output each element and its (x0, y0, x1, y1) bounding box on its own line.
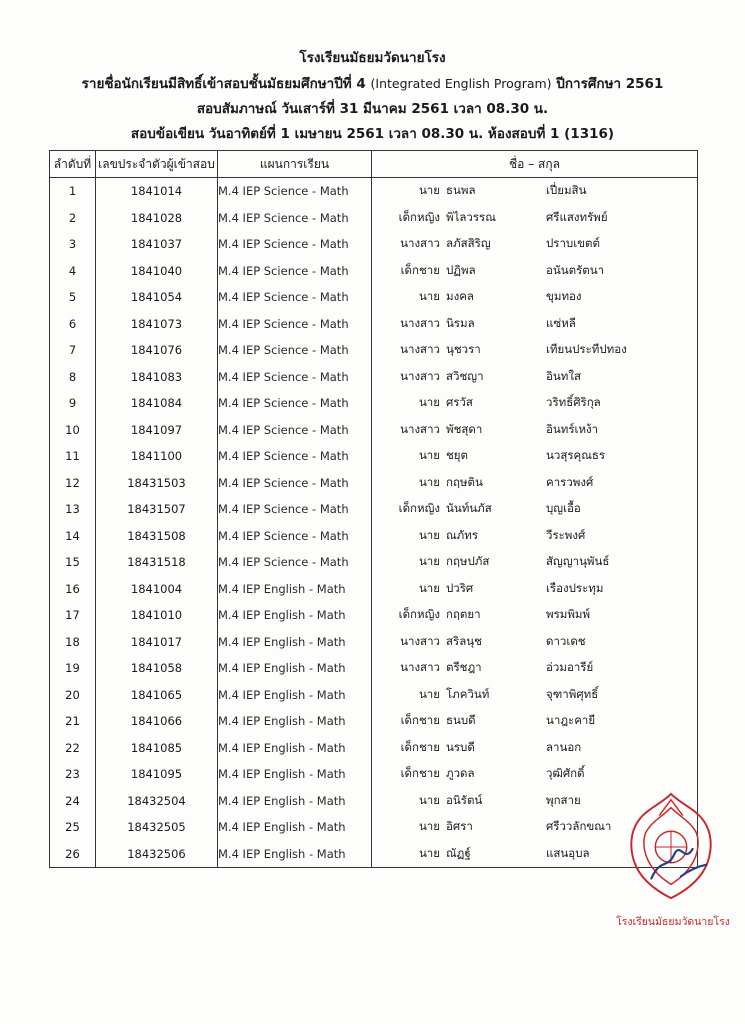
first-name: มงคล (446, 289, 474, 304)
column-header-name: ชื่อ – สกุล (372, 151, 698, 178)
first-name: ภูวดล (446, 766, 475, 781)
study-plan: M.4 IEP English - Math (218, 761, 372, 788)
study-plan: M.4 IEP English - Math (218, 576, 372, 603)
table-row (50, 337, 698, 364)
last-name: แสนอุบล (546, 845, 590, 860)
last-name: อนันตรัตนา (546, 262, 605, 277)
name-title: เด็กหญิง (398, 607, 440, 622)
table-row (50, 231, 698, 258)
study-plan: M.4 IEP Science - Math (218, 178, 372, 205)
last-name: อินทใส (546, 368, 581, 383)
name-title: นาย (418, 792, 440, 807)
table-row (50, 761, 698, 788)
study-plan: M.4 IEP English - Math (218, 602, 372, 629)
first-name: ณัฏฐ์ (446, 845, 471, 860)
candidate-id: 1841084 (96, 390, 218, 417)
seal-caption: โรงเรียนมัธยมวัดนายโรง (616, 916, 730, 928)
roster-title (0, 71, 745, 97)
study-plan: M.4 IEP English - Math (218, 735, 372, 762)
table-row (50, 311, 698, 338)
table-row (50, 549, 698, 576)
candidate-name (372, 205, 698, 232)
name-title: นาย (418, 527, 440, 542)
first-name: อนิรัตน์ (446, 792, 483, 807)
name-title: นาย (418, 580, 440, 595)
name-title: นาย (418, 395, 440, 410)
study-plan: M.4 IEP Science - Math (218, 470, 372, 497)
last-name: ปราบเขตต์ (546, 236, 600, 251)
candidate-id: 18431503 (96, 470, 218, 497)
study-plan: M.4 IEP English - Math (218, 708, 372, 735)
candidate-id: 1841100 (96, 443, 218, 470)
candidate-name (372, 602, 698, 629)
study-plan: M.4 IEP Science - Math (218, 549, 372, 576)
candidate-id: 18431507 (96, 496, 218, 523)
table-row (50, 417, 698, 444)
candidate-table (49, 150, 698, 868)
row-number: 26 (50, 841, 96, 868)
study-plan: M.4 IEP English - Math (218, 655, 372, 682)
table-row (50, 205, 698, 232)
study-plan: M.4 IEP English - Math (218, 682, 372, 709)
name-title: นางสาว (400, 236, 440, 251)
row-number: 4 (50, 258, 96, 285)
written-exam-schedule: สอบข้อเขียน วันอาทิตย์ที่ 1 เมษายน 2561 เวลา 08.30 น. ห้องสอบที่ 1 (1316) (130, 126, 615, 142)
table-row (50, 470, 698, 497)
last-name: อ่วมอารีย์ (546, 660, 594, 675)
first-name: นรบดี (446, 739, 475, 754)
table-header-row (50, 151, 698, 178)
study-plan: M.4 IEP Science - Math (218, 258, 372, 285)
first-name: ตรีชฎา (446, 660, 482, 675)
first-name: ศรวัส (446, 395, 473, 410)
row-number: 20 (50, 682, 96, 709)
candidate-name (372, 735, 698, 762)
candidate-name (372, 258, 698, 285)
row-number: 7 (50, 337, 96, 364)
name-title: นาย (418, 289, 440, 304)
interview-schedule: สอบสัมภาษณ์ วันเสาร์ที่ 31 มีนาคม 2561 เวลา 08.30 น. (196, 101, 549, 117)
name-title: นาย (418, 554, 440, 569)
row-number: 3 (50, 231, 96, 258)
candidate-id: 1841095 (96, 761, 218, 788)
first-name: โภควินท์ (446, 686, 490, 701)
table-row (50, 390, 698, 417)
study-plan: M.4 IEP Science - Math (218, 523, 372, 550)
name-title: นางสาว (400, 342, 440, 357)
candidate-name (372, 443, 698, 470)
study-plan: M.4 IEP Science - Math (218, 205, 372, 232)
candidate-name (372, 682, 698, 709)
last-name: สัญญานุพันธ์ (546, 554, 610, 569)
name-title: นาย (418, 183, 440, 198)
name-title: นางสาว (400, 660, 440, 675)
study-plan: M.4 IEP Science - Math (218, 284, 372, 311)
candidate-id: 1841076 (96, 337, 218, 364)
row-number: 24 (50, 788, 96, 815)
column-header-plan: แผนการเรียน (218, 151, 372, 178)
candidate-name (372, 311, 698, 338)
last-name: คารวพงศ์ (546, 474, 594, 489)
last-name: อินทร์เหง้า (546, 421, 599, 436)
roster-title-year: ปีการศึกษา 2561 (556, 76, 664, 92)
row-number: 25 (50, 814, 96, 841)
first-name: ธนบดี (446, 713, 476, 728)
last-name: วริทธิ์ศิริกุล (546, 395, 601, 410)
candidate-name (372, 284, 698, 311)
document-header (0, 46, 745, 147)
last-name: นวสุรคุณธร (546, 448, 606, 463)
candidate-id: 1841073 (96, 311, 218, 338)
last-name: ศรีแสงทรัพย์ (546, 209, 608, 224)
last-name: บุญเอื้อ (546, 501, 581, 516)
name-title: เด็กหญิง (398, 501, 440, 516)
table-row (50, 602, 698, 629)
row-number: 11 (50, 443, 96, 470)
candidate-name (372, 337, 698, 364)
column-header-no: ลำดับที่ (50, 151, 96, 178)
school-name: โรงเรียนมัธยมวัดนายโรง (299, 50, 446, 66)
last-name: ขุมทอง (546, 289, 582, 304)
last-name: ศรีววลักขณา (546, 819, 612, 834)
table-row (50, 178, 698, 205)
table-row (50, 284, 698, 311)
candidate-id: 1841065 (96, 682, 218, 709)
row-number: 5 (50, 284, 96, 311)
table-row (50, 735, 698, 762)
study-plan: M.4 IEP Science - Math (218, 417, 372, 444)
last-name: ดาวเดช (546, 633, 586, 648)
row-number: 23 (50, 761, 96, 788)
candidate-name (372, 417, 698, 444)
candidate-name (372, 231, 698, 258)
candidate-id: 1841054 (96, 284, 218, 311)
first-name: สริลนุช (446, 633, 482, 648)
row-number: 22 (50, 735, 96, 762)
table-row (50, 629, 698, 656)
candidate-id: 1841040 (96, 258, 218, 285)
candidate-id: 1841097 (96, 417, 218, 444)
study-plan: M.4 IEP English - Math (218, 788, 372, 815)
first-name: ปวริศ (446, 580, 474, 595)
row-number: 13 (50, 496, 96, 523)
candidate-id: 18432504 (96, 788, 218, 815)
first-name: อิศรา (446, 819, 473, 834)
candidate-name (372, 761, 698, 788)
name-title: นาย (418, 819, 440, 834)
candidate-id: 18431508 (96, 523, 218, 550)
study-plan: M.4 IEP Science - Math (218, 496, 372, 523)
candidate-name (372, 708, 698, 735)
candidate-name (372, 470, 698, 497)
candidate-name (372, 629, 698, 656)
last-name: พุกสาย (546, 792, 581, 807)
name-title: นางสาว (400, 421, 440, 436)
candidate-name (372, 390, 698, 417)
table-row (50, 443, 698, 470)
study-plan: M.4 IEP Science - Math (218, 443, 372, 470)
table-row (50, 841, 698, 868)
first-name: กฤษติน (446, 474, 483, 489)
study-plan: M.4 IEP English - Math (218, 814, 372, 841)
row-number: 19 (50, 655, 96, 682)
last-name: เรืองประทุม (546, 580, 604, 595)
candidate-id: 1841066 (96, 708, 218, 735)
first-name: ลภัสสิริญ (446, 236, 491, 251)
name-title: นางสาว (400, 315, 440, 330)
table-row (50, 788, 698, 815)
candidate-name (372, 496, 698, 523)
study-plan: M.4 IEP Science - Math (218, 390, 372, 417)
last-name: เทียนประทีปทอง (546, 342, 627, 357)
name-title: นางสาว (400, 633, 440, 648)
first-name: นิรมล (446, 315, 475, 330)
candidate-name (372, 655, 698, 682)
row-number: 17 (50, 602, 96, 629)
last-name: นาฎะคายี (546, 713, 596, 728)
row-number: 1 (50, 178, 96, 205)
first-name: ชยุต (446, 448, 469, 463)
row-number: 8 (50, 364, 96, 391)
first-name: ณภัทร (446, 527, 479, 542)
row-number: 18 (50, 629, 96, 656)
table-row (50, 655, 698, 682)
table-body (50, 178, 698, 868)
table-row (50, 496, 698, 523)
candidate-id: 1841083 (96, 364, 218, 391)
table-row (50, 523, 698, 550)
name-title: เด็กชาย (400, 739, 440, 754)
first-name: กฤตยา (446, 607, 481, 622)
name-title: นางสาว (400, 368, 440, 383)
candidate-id: 18432506 (96, 841, 218, 868)
table-row (50, 708, 698, 735)
candidate-id: 18432505 (96, 814, 218, 841)
last-name: วุฒิศักดิ์ (546, 766, 585, 781)
last-name: เปี่ยมสิน (546, 183, 587, 198)
row-number: 16 (50, 576, 96, 603)
last-name: วีระพงศ์ (546, 527, 586, 542)
first-name: พิไลวรรณ (446, 209, 496, 224)
candidate-id: 18431518 (96, 549, 218, 576)
name-title: นาย (418, 686, 440, 701)
row-number: 15 (50, 549, 96, 576)
name-title: เด็กชาย (400, 766, 440, 781)
table-row (50, 814, 698, 841)
candidate-id: 1841028 (96, 205, 218, 232)
first-name: ปฏิพล (446, 262, 476, 277)
name-title: เด็กหญิง (398, 209, 440, 224)
candidate-id: 1841004 (96, 576, 218, 603)
study-plan: M.4 IEP Science - Math (218, 364, 372, 391)
table-row (50, 364, 698, 391)
study-plan: M.4 IEP English - Math (218, 629, 372, 656)
candidate-id: 1841085 (96, 735, 218, 762)
first-name: กฤษปภัส (446, 554, 490, 569)
first-name: นุชวรา (446, 342, 481, 357)
candidate-id: 1841017 (96, 629, 218, 656)
candidate-name (372, 576, 698, 603)
first-name: นันท์นภัส (446, 501, 492, 516)
name-title: นาย (418, 845, 440, 860)
column-header-id: เลขประจำตัวผู้เข้าสอบ (96, 151, 218, 178)
table-row (50, 682, 698, 709)
last-name: จุฑาพิศุทธิ์ (546, 686, 599, 701)
name-title: เด็กชาย (400, 262, 440, 277)
last-name: ลานอก (546, 739, 582, 754)
roster-title-main: รายชื่อนักเรียนมีสิทธิ์เข้าสอบชั้นมัธยมศึกษาปีที่ 4 (81, 76, 366, 92)
study-plan: M.4 IEP English - Math (218, 841, 372, 868)
name-title: นาย (418, 448, 440, 463)
candidate-id: 1841014 (96, 178, 218, 205)
row-number: 14 (50, 523, 96, 550)
candidate-id: 1841010 (96, 602, 218, 629)
name-title: นาย (418, 474, 440, 489)
row-number: 10 (50, 417, 96, 444)
roster-title-program: (Integrated English Program) (370, 76, 552, 91)
school-seal-icon (612, 788, 730, 906)
first-name: ธนพล (446, 183, 476, 198)
row-number: 2 (50, 205, 96, 232)
candidate-id: 1841058 (96, 655, 218, 682)
last-name: พรมพิมพ์ (546, 607, 591, 622)
table-row (50, 576, 698, 603)
candidate-name (372, 364, 698, 391)
candidate-name (372, 549, 698, 576)
candidate-id: 1841037 (96, 231, 218, 258)
candidate-name (372, 178, 698, 205)
table-row (50, 258, 698, 285)
row-number: 6 (50, 311, 96, 338)
first-name: สวิชญา (446, 368, 484, 383)
row-number: 9 (50, 390, 96, 417)
row-number: 21 (50, 708, 96, 735)
last-name: แซ่หลี (546, 315, 576, 330)
study-plan: M.4 IEP Science - Math (218, 311, 372, 338)
name-title: เด็กชาย (400, 713, 440, 728)
candidate-name (372, 523, 698, 550)
first-name: พัชสุดา (446, 421, 483, 436)
study-plan: M.4 IEP Science - Math (218, 231, 372, 258)
study-plan: M.4 IEP Science - Math (218, 337, 372, 364)
row-number: 12 (50, 470, 96, 497)
